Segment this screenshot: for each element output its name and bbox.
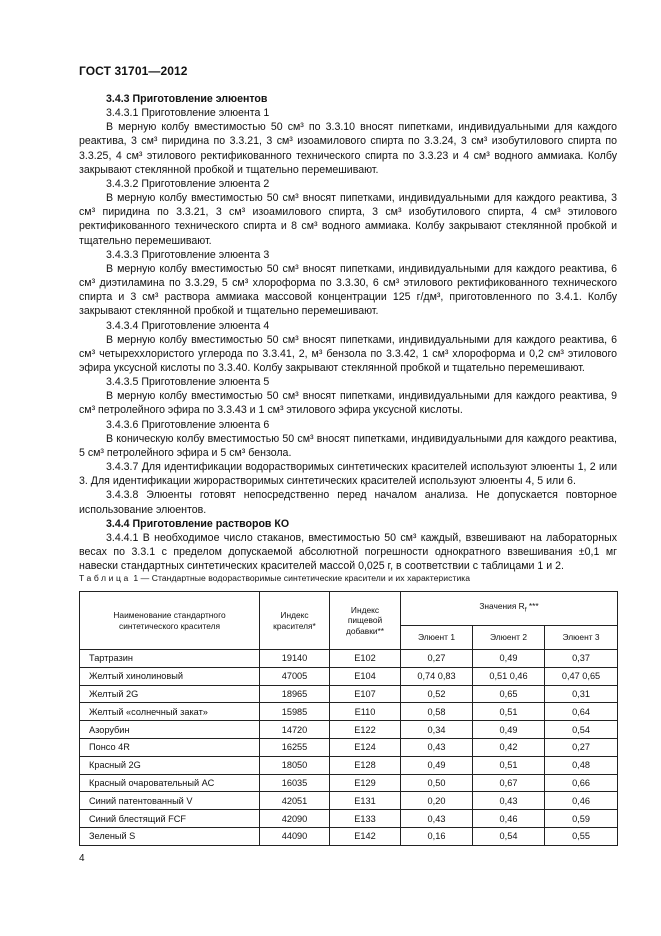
cell-dye-name: Зеленый S <box>80 827 260 845</box>
cell-rf-eluent-1: 0,52 <box>401 685 473 703</box>
cell-rf-eluent-2: 0,46 <box>473 810 545 828</box>
cell-dye-name: Желтый «солнечный закат» <box>80 703 260 721</box>
table-body <box>80 650 618 846</box>
dyes-table <box>79 591 618 846</box>
paragraph-3-4-4-1: 3.4.4.1 В необходимое число стаканов, вместимостью 50 см³ каждый, взвешивают на лабораторных весах по 3.3.1 с пределом допускаемой абсолютной погрешности однократного взвешивания ±0,1 мг навески стандартных синтетических красителей массой 0,025 г, в соответствии с таблицами 1 и 2. <box>79 531 617 573</box>
header-rf-subscript: f <box>524 606 527 614</box>
subsection-heading-3-4-3-2: 3.4.3.2 Приготовление элюента 2 <box>106 177 270 190</box>
cell-rf-eluent-2: 0,67 <box>473 774 545 792</box>
cell-rf-eluent-1: 0,49 <box>401 756 473 774</box>
table-caption-text: 1 — Стандартные водорастворимые синтетические красители и их характеристика <box>130 573 471 583</box>
cell-rf-eluent-2: 0,43 <box>473 792 545 810</box>
cell-dye-name: Желтый хинолиновый <box>80 667 260 685</box>
table-row <box>80 810 618 828</box>
cell-dye-name: Красный 2G <box>80 756 260 774</box>
cell-rf-eluent-3: 0,37 <box>545 650 618 668</box>
cell-dye-name: Синий патентованный V <box>80 792 260 810</box>
cell-additive-index: E104 <box>330 667 401 685</box>
cell-dye-index: 16035 <box>260 774 330 792</box>
table-row <box>80 650 618 668</box>
header-rf-values <box>401 592 618 626</box>
table-caption-label: Таблица <box>79 573 131 583</box>
subsection-heading-3-4-3-6: 3.4.3.6 Приготовление элюента 6 <box>106 418 270 431</box>
cell-additive-index: E102 <box>330 650 401 668</box>
section-heading-3-4-3: 3.4.3 Приготовление элюентов <box>106 93 268 105</box>
cell-dye-name: Синий блестящий FCF <box>80 810 260 828</box>
cell-rf-eluent-1: 0,43 <box>401 810 473 828</box>
cell-dye-name: Понсо 4R <box>80 738 260 756</box>
cell-dye-index: 18050 <box>260 756 330 774</box>
paragraph-3-4-3-8: 3.4.3.8 Элюенты готовят непосредственно перед началом анализа. Не допускается повторное использование элюентов. <box>79 489 617 516</box>
cell-rf-eluent-1: 0,43 <box>401 738 473 756</box>
cell-dye-name: Тартразин <box>80 650 260 668</box>
subsection-heading-3-4-3-4: 3.4.3.4 Приготовление элюента 4 <box>106 319 270 332</box>
cell-dye-index: 14720 <box>260 721 330 739</box>
header-additive-index: Индекс пищевой добавки** <box>330 592 401 650</box>
table-caption <box>79 573 619 583</box>
subsection-heading-3-4-3-3: 3.4.3.3 Приготовление элюента 3 <box>106 248 270 261</box>
cell-dye-index: 19140 <box>260 650 330 668</box>
header-rf-suffix: *** <box>526 600 539 611</box>
table-row <box>80 827 618 845</box>
cell-dye-index: 16255 <box>260 738 330 756</box>
subsection-heading-3-4-3-1: 3.4.3.1 Приготовление элюента 1 <box>106 107 270 120</box>
cell-additive-index: E129 <box>330 774 401 792</box>
cell-rf-eluent-1: 0,34 <box>401 721 473 739</box>
cell-rf-eluent-1: 0,27 <box>401 650 473 668</box>
cell-rf-eluent-3: 0,64 <box>545 703 618 721</box>
cell-rf-eluent-2: 0,54 <box>473 827 545 845</box>
paragraph-eluent-2: В мерную колбу вместимостью 50 см³ вносят пипетками, индивидуальными для каждого реактива, 3 см³ пиридина по 3.3.21, 3 см³ изоамилового спирта, 3 см³ изобутилового спирта, 4 см³ этилового ректификованного технического спирта и 8 см³ водного аммиака. Колбу закрывают стеклянной пробкой и тщательно перемешивают. <box>79 192 617 247</box>
cell-rf-eluent-2: 0,51 0,46 <box>473 667 545 685</box>
paragraph-3-4-3-7: 3.4.3.7 Для идентификации водорастворимых синтетических красителей используют элюенты 1, 2 или 3. Для идентификации жирорастворимых синтетических красителей используют элюенты 4, 5 или 6. <box>79 461 617 488</box>
document-body <box>79 92 617 573</box>
cell-dye-index: 15985 <box>260 703 330 721</box>
cell-rf-eluent-1: 0,50 <box>401 774 473 792</box>
header-eluent-2: Элюент 2 <box>473 626 545 650</box>
cell-rf-eluent-1: 0,16 <box>401 827 473 845</box>
header-eluent-1: Элюент 1 <box>401 626 473 650</box>
paragraph-eluent-6: В коническую колбу вместимостью 50 см³ вносят пипетками, индивидуальными для каждого реактива, 5 см³ петролейного эфира и 5 см³ бензола. <box>79 432 617 459</box>
paragraph-eluent-5: В мерную колбу вместимостью 50 см³ вносят пипетками, индивидуальными для каждого реактива, 9 см³ петролейного эфира по 3.3.43 и 1 см³ этилового эфира уксусной кислоты. <box>79 390 617 417</box>
table-row <box>80 738 618 756</box>
cell-rf-eluent-3: 0,48 <box>545 756 618 774</box>
cell-rf-eluent-1: 0,58 <box>401 703 473 721</box>
cell-dye-index: 42090 <box>260 810 330 828</box>
cell-dye-name: Желтый 2G <box>80 685 260 703</box>
cell-rf-eluent-1: 0,20 <box>401 792 473 810</box>
cell-additive-index: E122 <box>330 721 401 739</box>
cell-additive-index: E110 <box>330 703 401 721</box>
cell-additive-index: E133 <box>330 810 401 828</box>
section-heading-3-4-4: 3.4.4 Приготовление растворов КО <box>106 517 290 530</box>
header-dye-name: Наименование стандартного синтетического красителя <box>80 592 260 650</box>
cell-rf-eluent-2: 0,49 <box>473 721 545 739</box>
cell-rf-eluent-3: 0,66 <box>545 774 618 792</box>
cell-additive-index: E142 <box>330 827 401 845</box>
table-row <box>80 792 618 810</box>
cell-dye-index: 18965 <box>260 685 330 703</box>
cell-dye-name: Азорубин <box>80 721 260 739</box>
cell-dye-index: 44090 <box>260 827 330 845</box>
cell-rf-eluent-2: 0,51 <box>473 703 545 721</box>
cell-rf-eluent-3: 0,59 <box>545 810 618 828</box>
header-dye-index: Индекс красителя* <box>260 592 330 650</box>
cell-rf-eluent-2: 0,42 <box>473 738 545 756</box>
table-row <box>80 685 618 703</box>
cell-additive-index: E107 <box>330 685 401 703</box>
cell-dye-index: 47005 <box>260 667 330 685</box>
cell-rf-eluent-3: 0,27 <box>545 738 618 756</box>
table-row <box>80 756 618 774</box>
cell-dye-index: 42051 <box>260 792 330 810</box>
header-eluent-3: Элюент 3 <box>545 626 618 650</box>
table-row <box>80 703 618 721</box>
paragraph-eluent-1: В мерную колбу вместимостью 50 см³ по 3.3.10 вносят пипетками, индивидуальными для каждого реактива, 3 см³ пиридина по 3.3.21, 3 см³ изоамилового спирта по 3.3.24, 3 см³ изобутилового спирта по 3.3.25, 4 см³ этилового ректификованного технического спирта по 3.3.23 и 4 см³ водного аммиака. Колбу закрывают стеклянной пробкой и тщательно перемешивают. <box>79 121 617 176</box>
cell-additive-index: E124 <box>330 738 401 756</box>
table-row <box>80 721 618 739</box>
cell-rf-eluent-3: 0,31 <box>545 685 618 703</box>
cell-rf-eluent-2: 0,65 <box>473 685 545 703</box>
cell-rf-eluent-1: 0,74 0,83 <box>401 667 473 685</box>
standard-header: ГОСТ 31701—2012 <box>79 64 188 78</box>
cell-rf-eluent-3: 0,47 0,65 <box>545 667 618 685</box>
cell-rf-eluent-2: 0,49 <box>473 650 545 668</box>
cell-additive-index: E131 <box>330 792 401 810</box>
cell-rf-eluent-3: 0,46 <box>545 792 618 810</box>
subsection-heading-3-4-3-5: 3.4.3.5 Приготовление элюента 5 <box>106 376 270 389</box>
cell-rf-eluent-3: 0,54 <box>545 721 618 739</box>
paragraph-eluent-3: В мерную колбу вместимостью 50 см³ вносят пипетками, индивидуальными для каждого реактива, 6 см³ диэтиламина по 3.3.29, 5 см³ хлороформа по 3.3.30, 6 см³ этилового ректификованного технического спирта и 3 см³ раствора аммиака массовой концентрации 125 г/дм³, приготовленного по 3.4.1. Колбу закрывают стеклянной пробкой и тщательно перемешивают. <box>79 262 617 318</box>
page-number: 4 <box>79 853 85 864</box>
cell-additive-index: E128 <box>330 756 401 774</box>
cell-dye-name: Красный очаровательный АС <box>80 774 260 792</box>
cell-rf-eluent-2: 0,51 <box>473 756 545 774</box>
paragraph-eluent-4: В мерную колбу вместимостью 50 см³ вносят пипетками, индивидуальными для каждого реактива, 6 см³ четыреххлористого углерода по 3.3.41, 2, м³ бензола по 3.3.42, 1 см³ хлороформа и 0,2 см³ этилового эфира уксусной кислоты по 3.3.40. Колбу закрывают стеклянной пробкой и тщательно перемешивают. <box>79 333 617 374</box>
header-rf-prefix: Значения R <box>479 600 525 611</box>
table-row <box>80 774 618 792</box>
cell-rf-eluent-3: 0,55 <box>545 827 618 845</box>
table-row <box>80 667 618 685</box>
